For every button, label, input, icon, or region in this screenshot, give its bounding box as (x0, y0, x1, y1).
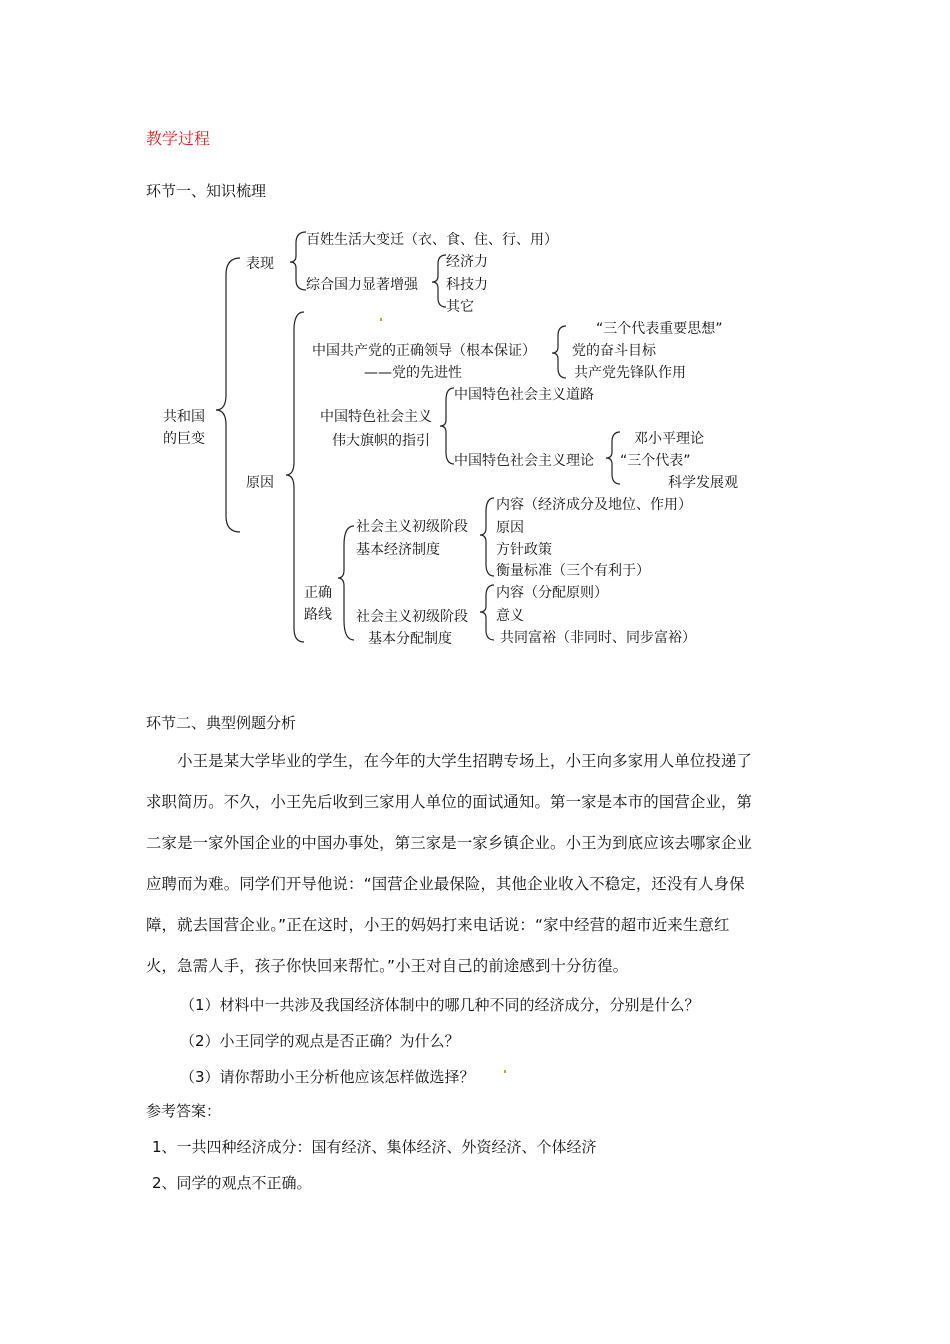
biaoxian-item1: 百姓生活大变迁（衣、食、住、行、用） (306, 232, 558, 248)
root-line2: 的巨变 (163, 431, 205, 447)
econ-sub-2: 方针政策 (496, 542, 552, 558)
section1-heading: 环节一、知识梳理 (146, 182, 267, 200)
route-label-line2: 路线 (304, 607, 332, 623)
dist-sub-0: 内容（分配原则） (496, 585, 608, 601)
econ-line2: 基本经济制度 (356, 542, 440, 558)
paragraph-line: 火，急需人手，孩子你快回来帮忙。”小王对自己的前途感到十分彷徨。 (146, 957, 629, 975)
answer-2: 2、同学的观点不正确。 (152, 1174, 312, 1192)
econ-line1: 社会主义初级阶段 (356, 519, 468, 535)
party-line1: 中国共产党的正确领导（根本保证） (312, 343, 536, 359)
banner-line1: 中国特色社会主义 (320, 409, 432, 425)
dist-line2: 基本分配制度 (368, 631, 452, 647)
answer-1: 1、一共四种经济成分：国有经济、集体经济、外资经济、个体经济 (152, 1138, 597, 1156)
dist-sub-2: 共同富裕（非同时、同步富裕） (500, 630, 696, 646)
banner-road: 中国特色社会主义道路 (454, 387, 594, 403)
paragraph-line: 应聘而为难。同学们开导他说：“国营企业最保险，其他企业收入不稳定，还没有人身保 (146, 875, 745, 893)
answer-heading: 参考答案： (146, 1102, 222, 1120)
dist-sub-1: 意义 (496, 608, 524, 624)
page-title: 教学过程 (146, 129, 211, 148)
econ-sub-1: 原因 (496, 520, 524, 536)
econ-sub-0: 内容（经济成分及地位、作用） (496, 497, 692, 513)
paragraph-line: 小王是某大学毕业的学生，在今年的大学生招聘专场上，小王向多家用人单位投递了 (146, 752, 753, 770)
dist-line1: 社会主义初级阶段 (356, 609, 468, 625)
party-sub-2: 共产党先锋队作用 (574, 365, 686, 381)
theory-sub-1: “三个代表” (620, 453, 691, 469)
question-2: （2）小王同学的观点是否正确？为什么？ (180, 1032, 460, 1050)
biaoxian-label: 表现 (246, 256, 274, 272)
biaoxian-sub-2: 其它 (446, 299, 474, 315)
yuanyin-label: 原因 (246, 475, 274, 491)
biaoxian-sub-0: 经济力 (446, 254, 488, 270)
party-sub-0: “三个代表重要思想” (596, 321, 723, 337)
biaoxian-sub-1: 科技力 (446, 277, 488, 293)
paragraph-line: 二家是一家外国企业的中国办事处，第三家是一家乡镇企业。小王为到底应该去哪家企业 (146, 834, 753, 852)
root-line1: 共和国 (163, 409, 205, 425)
speck (504, 1070, 506, 1073)
route-label-line1: 正确 (304, 585, 332, 601)
speck (380, 318, 382, 321)
banner-theory: 中国特色社会主义理论 (454, 453, 594, 469)
paragraph-line: 障，就去国营企业。”正在这时，小王的妈妈打来电话说：“家中经营的超市近来生意红 (146, 916, 730, 934)
party-line2: ——党的先进性 (364, 365, 462, 381)
theory-sub-0: 邓小平理论 (634, 431, 704, 447)
banner-line2: 伟大旗帜的指引 (332, 433, 430, 449)
paragraph-line: 求职简历。不久，小王先后收到三家用人单位的面试通知。第一家是本市的国营企业，第 (146, 793, 753, 811)
biaoxian-item2: 综合国力显著增强 (306, 277, 418, 293)
party-sub-1: 党的奋斗目标 (572, 343, 656, 359)
theory-sub-2: 科学发展观 (668, 475, 738, 491)
question-1: （1）材料中一共涉及我国经济体制中的哪几种不同的经济成分，分别是什么？ (180, 996, 700, 1014)
section2-heading: 环节二、典型例题分析 (146, 714, 297, 732)
econ-sub-3: 衡量标准（三个有利于） (496, 563, 650, 579)
question-3: （3）请你帮助小王分析他应该怎样做选择？ (180, 1068, 475, 1086)
